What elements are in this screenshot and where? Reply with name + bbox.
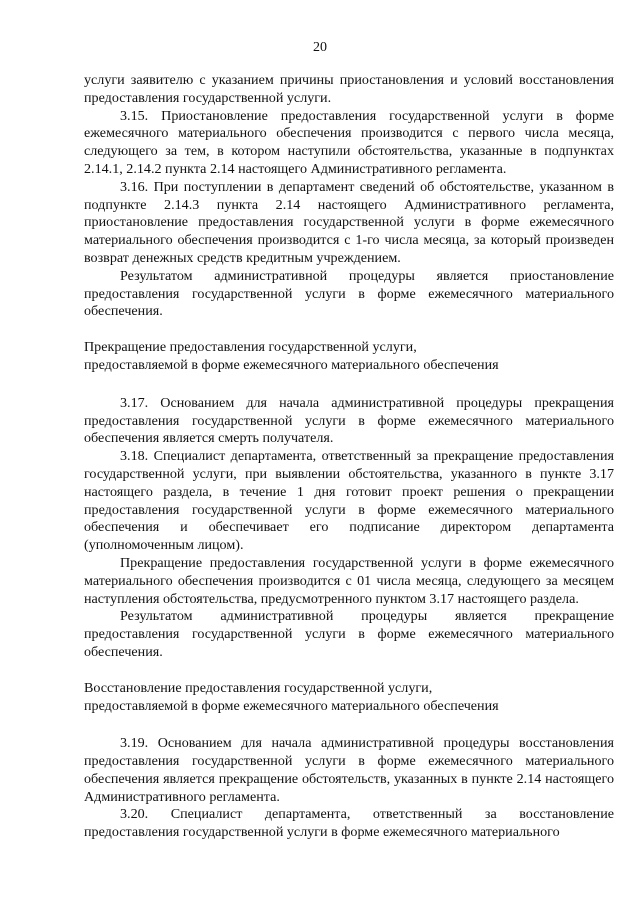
- spacer: [84, 662, 614, 680]
- paragraph-3-18: 3.18. Специалист департамента, ответственный за прекращение предоставления государственной услуги, при выявлении обстоятельства, указанного в пункте 3.17 настоящего раздела, в течение 1 дня готовит проект решения о прекращении предоставления государственной услуги в форме ежемесячного материального обеспечения и обеспечивает его подписание директором департамента (уполномоченным лицом).: [84, 448, 614, 554]
- paragraph-continuation: услуги заявителю с указанием причины приостановления и условий восстановления предоставления государственной услуги.: [84, 72, 614, 106]
- section-heading-restoration-line1: Восстановление предоставления государственной услуги,: [84, 679, 433, 696]
- section-heading-restoration-line2: предоставляемой в форме ежемесячного материального обеспечения: [84, 697, 499, 714]
- section-heading-termination-line1: Прекращение предоставления государственной услуги,: [84, 339, 417, 356]
- spacer: [84, 715, 614, 735]
- paragraph-termination-date: Прекращение предоставления государственной услуги в форме ежемесячного материального обеспечения производится с 01 числа месяца, следующего за месяцем наступления обстоятельства, предусмотренного пунктом 3.17 настоящего раздела.: [84, 554, 614, 607]
- document-body: [84, 72, 614, 842]
- paragraph-3-17: 3.17. Основанием для начала административной процедуры прекращения предоставления государственной услуги в форме ежемесячного материального обеспечения является смерть получателя.: [84, 394, 614, 447]
- spacer: [84, 375, 614, 395]
- paragraph-3-19: 3.19. Основанием для начала административной процедуры восстановления предоставления государственной услуги в форме ежемесячного материального обеспечения является прекращение обстоятельств, указанных в пункте 2.14 настоящего Административного регламента.: [84, 735, 614, 805]
- paragraph-3-20: 3.20. Специалист департамента, ответственный за восстановление предоставления государственной услуги в форме ежемесячного материального: [84, 806, 614, 841]
- page-number: 20: [313, 40, 327, 55]
- paragraph-3-16: 3.16. При поступлении в департамент сведений об обстоятельстве, указанном в подпункте 2.14.3 пункта 2.14 настоящего Административного регламента, приостановление предоставления государственной услуги в форме ежемесячного материального обеспечения производится с 1-го числа месяца, за который произведен возврат денежных средств кредитным учреждением.: [84, 178, 614, 266]
- paragraph-3-15: 3.15. Приостановление предоставления государственной услуги в форме ежемесячного материального обеспечения производится с первого числа месяца, следующего за тем, в котором наступили обстоятельства, указанные в подпунктах 2.14.1, 2.14.2 пункта 2.14 настоящего Административного регламента.: [84, 107, 614, 177]
- paragraph-result-suspension: Результатом административной процедуры является приостановление предоставления государственной услуги в форме ежемесячного материального обеспечения.: [84, 267, 614, 320]
- paragraph-result-termination: Результатом административной процедуры является прекращение предоставления государственной услуги в форме ежемесячного материального обеспечения.: [84, 608, 614, 660]
- section-heading-termination-line2: предоставляемой в форме ежемесячного материального обеспечения: [84, 356, 499, 373]
- spacer: [84, 321, 614, 339]
